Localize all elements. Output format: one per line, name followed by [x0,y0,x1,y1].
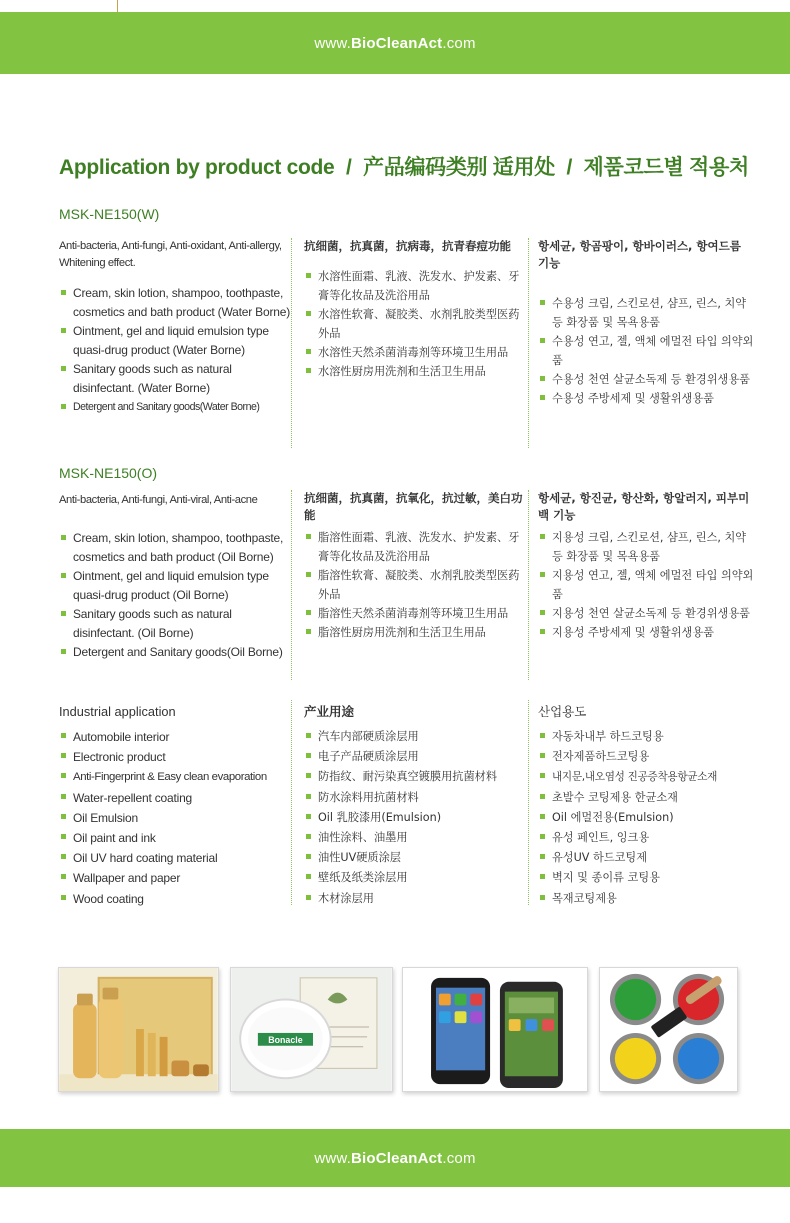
section-o-chinese [304,490,526,642]
industrial-korean-head: 산업용도 [538,704,587,719]
column-divider [528,490,529,680]
list-item: 木材涂层用 [304,889,526,909]
industrial-korean [538,703,758,909]
list-item: Wood coating [59,889,291,909]
list-item: 수용성 천연 살균소독제 등 환경위생용품 [538,370,754,389]
list-item: 壁纸及纸类涂层用 [304,868,526,888]
section-w-chinese-head: 抗细菌，抗真菌，抗病毒，抗青春痘功能 [304,239,511,253]
title-separator: / [566,156,572,179]
section-o-english [59,492,291,662]
column-divider [528,700,529,905]
list-item: 水溶性厨房用洗剂和生活卫生用品 [304,362,526,381]
list-item: Cream, skin lotion, shampoo, toothpaste, cosmetics and bath product (Oil Borne) [59,529,291,567]
section-o-english-head: Anti-bacteria, Anti-fungi, Anti-viral, Anti-acne [59,494,258,506]
list-item: Oil UV hard coating material [59,848,291,868]
list-item: 전자제품하드코팅용 [538,747,758,767]
list-item: 脂溶性面霜、乳液、洗发水、护发素、牙膏等化妆品及洗浴用品 [304,528,526,566]
cosmetics-photo [58,967,219,1092]
list-item: 脂溶性天然杀菌消毒剂等环境卫生用品 [304,604,526,623]
list-item: 유성 페인트, 잉크용 [538,828,758,848]
list-item: 유성UV 하드코팅제 [538,848,758,868]
list-item: Detergent and Sanitary goods(Water Borne) [59,398,291,417]
footer-url[interactable]: www.BioCleanAct.com [314,1149,476,1167]
column-divider [528,238,529,448]
list-item: 脂溶性厨房用洗剂和生活卫生用品 [304,623,526,642]
title-english: Application by product code [59,156,335,179]
list-item: 水溶性面霜、乳液、洗发水、护发素、牙膏等化妆品及洗浴用品 [304,267,526,305]
smartphones-photo [402,967,588,1092]
cosmetics-illustration [59,968,218,1091]
list-item: 防水涂料用抗菌材料 [304,788,526,808]
section-w-korean [538,238,754,408]
title-korean: 제품코드별 적용처 [583,156,749,179]
list-item: Ointment, gel and liquid emulsion type quasi-drug product (Oil Borne) [59,567,291,605]
list-item: Water-repellent coating [59,788,291,808]
list-item: 汽车内部硬质涂层用 [304,727,526,747]
list-item: 내지문,내오염성 진공증착용항균소재 [538,767,758,787]
list-item: Anti-Fingerprint & Easy clean evaporation [59,767,291,787]
list-item: Oil paint and ink [59,828,291,848]
industrial-chinese-head: 产业用途 [304,704,355,719]
soap-photo [230,967,393,1092]
list-item: 목재코팅제용 [538,889,758,909]
footer-banner [0,1129,790,1187]
soap-brand-text: Bonacle [268,1034,303,1045]
soap-illustration [231,968,392,1091]
list-item: Ointment, gel and liquid emulsion type quasi-drug product (Water Borne) [59,322,291,360]
list-item: 水溶性软膏、凝胶类、水剂乳胶类型医药外品 [304,305,526,343]
list-item: 수용성 주방세제 및 생활위생용품 [538,389,754,408]
column-divider [291,490,292,680]
list-item: 지용성 천연 살균소독제 등 환경위생용품 [538,604,754,623]
list-item: Detergent and Sanitary goods(Oil Borne) [59,643,291,662]
list-item: Sanitary goods such as natural disinfectant. (Water Borne) [59,360,291,398]
title-separator: / [345,156,352,179]
list-item: 벽지 및 종이류 코팅용 [538,868,758,888]
list-item: Automobile interior [59,727,291,747]
list-item: Oil 乳胶漆用(Emulsion) [304,808,526,828]
list-item: 脂溶性软膏、凝胶类、水剂乳胶类型医药外品 [304,566,526,604]
section-o-korean-head: 항세균, 항진균, 항산화, 항알러지, 피부미백 기능 [538,491,750,522]
column-divider [291,238,292,448]
list-item: Cream, skin lotion, shampoo, toothpaste, cosmetics and bath product (Water Borne) [59,284,291,322]
section-w-chinese [304,238,526,381]
list-item: 지용성 연고, 젤, 액체 에멀전 타입 의약외품 [538,566,754,604]
section-label-w: MSK-NE150(W) [59,206,160,222]
list-item: 지용성 크림, 스킨로션, 샴프, 린스, 치약 등 화장품 및 목욕용품 [538,528,754,566]
list-item: Wallpaper and paper [59,868,291,888]
list-item: Oil 에멀전용(Emulsion) [538,808,758,828]
list-item: 电子产品硬质涂层用 [304,747,526,767]
smartphones-illustration [403,968,587,1091]
list-item: 수용성 연고, 젤, 액체 에멀전 타입 의약외품 [538,332,754,370]
industrial-chinese [304,703,526,909]
header-url[interactable]: www.BioCleanAct.com [314,34,476,52]
list-item: 수용성 크림, 스킨로션, 샴프, 린스, 치약 등 화장품 및 목욕용품 [538,294,754,332]
list-item: 油性UV硬质涂层 [304,848,526,868]
list-item: 防指纹、耐污染真空镀膜用抗菌材料 [304,767,526,787]
top-edge-tick [117,0,118,12]
section-o-korean [538,490,754,642]
title-chinese: 产品编码类别 适用处 [363,156,555,179]
page-title [59,151,779,181]
column-divider [291,700,292,905]
paint-cans-illustration [600,968,737,1091]
list-item: Oil Emulsion [59,808,291,828]
list-item: 水溶性天然杀菌消毒剂等环境卫生用品 [304,343,526,362]
list-item: Sanitary goods such as natural disinfectant. (Oil Borne) [59,605,291,643]
industrial-english-head: Industrial application [59,704,176,719]
paint-cans-photo [599,967,738,1092]
section-o-chinese-head: 抗细菌，抗真菌，抗氧化，抗过敏，美白功能 [304,491,523,522]
section-w-korean-head: 항세균, 항곰팡이, 항바이러스, 항여드름 기능 [538,239,741,270]
list-item: 油性涂料、油墨用 [304,828,526,848]
section-w-english-head: Anti-bacteria, Anti-fungi, Anti-oxidant, Anti-allergy, Whitening effect. [59,240,282,269]
list-item: 지용성 주방세제 및 생활위생용품 [538,623,754,642]
list-item: Electronic product [59,747,291,767]
section-w-english [59,238,291,417]
header-banner [0,12,790,74]
list-item: 초발수 코팅제용 한균소재 [538,788,758,808]
industrial-english [59,703,291,909]
section-label-o: MSK-NE150(O) [59,465,158,481]
list-item: 자동차내부 하드코팅용 [538,727,758,747]
